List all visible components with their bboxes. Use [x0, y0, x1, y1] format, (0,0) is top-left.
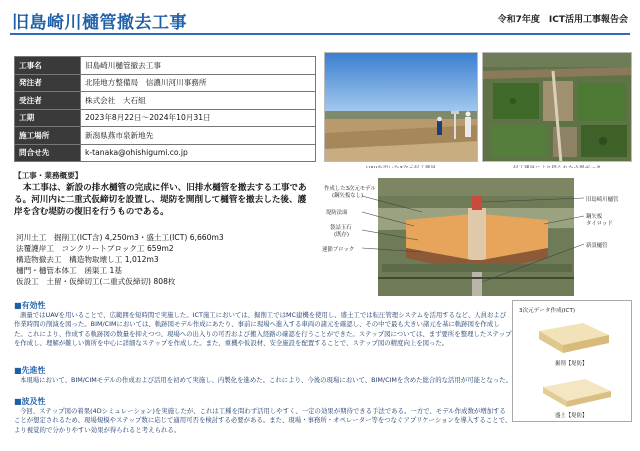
info-row [15, 109, 316, 127]
title-divider [10, 33, 630, 35]
section-heading: ■先進性 [14, 366, 46, 375]
overview-heading: 【工事・業務概要】 [14, 171, 83, 180]
section-heading: ■有効性 [14, 301, 46, 310]
quantity-line: 仮設工 土留・仮締切工(二重式仮締切) 808枚 [16, 277, 176, 286]
diagram-label-block: 連節ブロック [322, 247, 355, 253]
diagram-label-new-pipe: 新設樋管 [586, 243, 608, 249]
uav-survey-image [325, 53, 478, 162]
quantity-line: 樋門・樋管本体工 函渠工 1基 [16, 266, 122, 275]
info-value: 株式会社 大石組 [81, 92, 316, 110]
section-text: 今回、ステップ図の着果(4Dシミュレーション)を実施したが、これは工種を問わず活用しやすく、一定の効果が期待できる手法である。一方で、モデル作成数が増加することが想定されるため、現場規模やステップ数に応じて適用可否を検討する必要がある。また、現場・事務所・オペレーター等をつなぐアプリケーションを導入することで、より視覚的で分かりやすい効果が得られると考えられる。 [14, 407, 512, 434]
diagram-label-sheet-sub: タイロッド [586, 221, 613, 227]
info-key: 施工場所 [15, 127, 81, 145]
info-key: 工事名 [15, 57, 81, 75]
diagram-label-bag: 袋詰玉石 [330, 225, 352, 231]
3d-data-title: 3次元データ作成(ICT) [519, 308, 576, 314]
section-effectiveness [14, 300, 512, 348]
diagram-label-pipe: 旧島崎川樋管 [586, 197, 619, 203]
info-key: 発注者 [15, 74, 81, 92]
overview-section [14, 170, 314, 218]
section-text: 本現場において、BIM/CIMモデルの作成および活用を初めて実施し、内製化を進めた。これにより、今後の現場において、BIM/CIMを含めた総合的な活用が可能となった。 [20, 376, 512, 384]
quantity-line: 河川土工 掘削工(ICT含) 4,250m3・盛土工(ICT) 6,660m3 [16, 233, 224, 242]
section-spread [14, 396, 512, 435]
3d-data-label-cut: 掘削【堤防】 [555, 361, 588, 367]
info-row [15, 57, 316, 75]
info-value: 2023年8月22日～2024年10月31日 [81, 109, 316, 127]
info-row [15, 74, 316, 92]
info-row [15, 144, 316, 162]
diagram-label-model-sub: (鋼矢板なし) [332, 193, 364, 199]
report-label: 令和7年度 ICT活用工事報告会 [497, 15, 628, 25]
diagram-label-sheet: 鋼矢板 [586, 214, 603, 220]
diagram-label-bank: 堤防法面 [326, 210, 348, 216]
info-row [15, 127, 316, 145]
page-title: 旧島崎川樋管撤去工事 [12, 13, 187, 33]
uav-survey-photo [324, 52, 478, 162]
3d-data-label-fill: 盛土【堤防】 [555, 413, 588, 419]
quantity-line: 構造物撤去工 構造物取壊し工 1,012m3 [16, 255, 159, 264]
3d-data-box [512, 300, 632, 422]
pointcloud-image [483, 53, 632, 162]
pointcloud-photo [482, 52, 632, 162]
info-key: 受注者 [15, 92, 81, 110]
section-advancement [14, 365, 512, 385]
overview-body: 本工事は、新設の排水樋管の完成に伴い、旧排水樋管を撤去する工事である。河川内に二重式仮締切を設置し、堤防を開削して樋管を撤去した後、護岸を含む堤防の復旧を行うものである。 [14, 183, 307, 217]
diagram-label-bag-sub: (既存) [334, 232, 349, 238]
section-heading: ■波及性 [14, 397, 46, 406]
3d-model-diagram [322, 168, 632, 300]
info-value: 旧島崎川樋管撤去工事 [81, 57, 316, 75]
diagram-label-model: 作成した3次元モデル [324, 186, 376, 192]
info-key: 工期 [15, 109, 81, 127]
project-info-table [14, 56, 316, 162]
info-value: k-tanaka@ohishigumi.co.jp [81, 144, 316, 162]
info-value: 新潟県燕市泉新地先 [81, 127, 316, 145]
info-key: 問合せ先 [15, 144, 81, 162]
info-value: 北陸地方整備局 信濃川河川事務所 [81, 74, 316, 92]
section-text: 測量ではUAVを用いることで、広範囲を短時間で実施した。ICT施工においては、掘削工ではMC建機を使用し、盛土工では転圧管理システムを活用するなど、人員および作業時間の削減を図った。BIM/CIMにおいては、軌跡図モデル作成にあたり、事前に現場へ進入する車両の諸元を確認し、その中で最も大きい諸元を基に軌跡図を作成した。これにより、作成する軌跡図の数量を抑えつつ、現場への出入りの可否および搬入経路の確認を行うことができた。ステップ図については、まず要所を整理したステップを作成し、理解が難しい箇所を中心に詳細なステップを作成した。また、重機や仮設材、安全施設を配置することで、ステップ図の精度向上を図った。 [14, 311, 512, 347]
quantity-line: 法覆護岸工 コンクリートブロック工 659m2 [16, 244, 174, 253]
info-row [15, 92, 316, 110]
